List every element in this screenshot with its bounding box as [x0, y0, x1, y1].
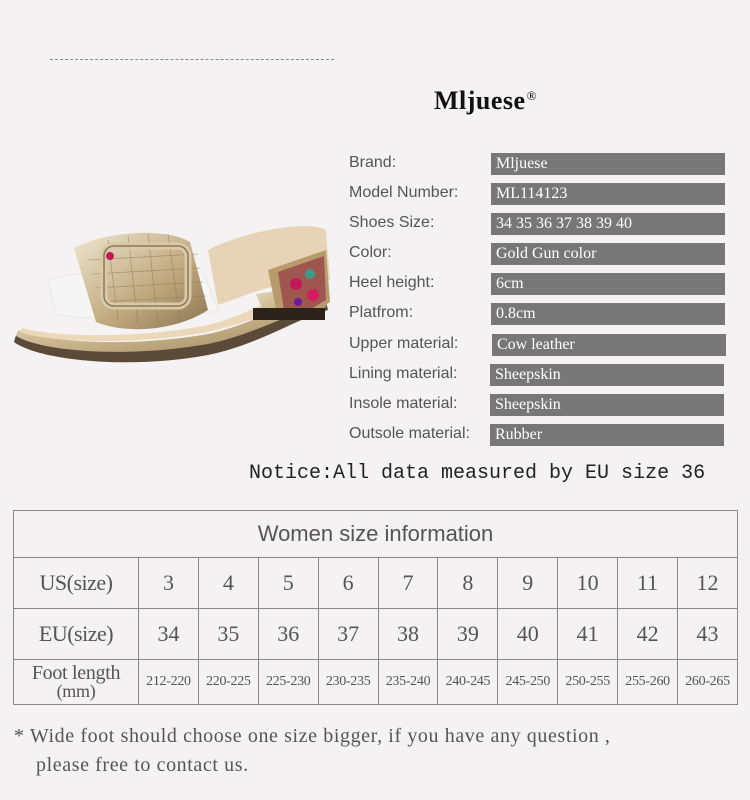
eu-size-cell: 37	[318, 609, 378, 660]
us-size-cell: 11	[618, 558, 678, 609]
spec-value: Cow leather	[492, 334, 726, 356]
eu-size-cell: 36	[258, 609, 318, 660]
spec-label: Shoes Size:	[349, 214, 435, 231]
notice-text: Notice:All data measured by EU size 36	[249, 462, 706, 485]
eu-size-cell: 34	[139, 609, 199, 660]
eu-size-cell: 39	[438, 609, 498, 660]
size-chart-title-row	[14, 511, 738, 558]
size-chart-title: Women size information	[14, 511, 738, 558]
spec-row-insole-material	[349, 393, 729, 417]
spec-value: Mljuese	[491, 153, 725, 175]
foot-length-cell: 212-220	[139, 660, 199, 705]
spec-label: Upper material:	[349, 335, 459, 352]
us-size-cell: 4	[198, 558, 258, 609]
spec-row-shoes-size	[349, 212, 729, 236]
spec-label: Insole material:	[349, 395, 458, 412]
spec-row-upper-material	[349, 333, 729, 357]
spec-row-lining-material	[349, 363, 729, 387]
eu-size-cell: 35	[198, 609, 258, 660]
spec-value: 34 35 36 37 38 39 40	[491, 213, 725, 235]
spec-row-brand	[349, 152, 729, 176]
us-size-cell: 7	[378, 558, 438, 609]
spec-value: 6cm	[491, 273, 725, 295]
eu-size-cell: 40	[498, 609, 558, 660]
spec-row-model-number	[349, 182, 729, 206]
size-chart-table	[13, 510, 738, 705]
spec-value: ML114123	[491, 183, 725, 205]
us-size-cell: 12	[678, 558, 738, 609]
eu-size-row	[14, 609, 738, 660]
brand-logo-name: Mljuese	[434, 86, 526, 115]
spec-value: Rubber	[490, 424, 724, 446]
foot-length-cell: 260-265	[678, 660, 738, 705]
us-size-row	[14, 558, 738, 609]
foot-length-header	[14, 660, 139, 705]
us-size-header: US(size)	[14, 558, 139, 609]
foot-length-row	[14, 660, 738, 705]
spec-value: Sheepskin	[490, 364, 724, 386]
spec-label: Platfrom:	[349, 304, 414, 321]
spec-row-platform	[349, 302, 729, 326]
foot-length-cell: 245-250	[498, 660, 558, 705]
us-size-cell: 8	[438, 558, 498, 609]
footnote	[14, 722, 744, 780]
product-image-sandal	[8, 210, 338, 370]
foot-length-cell: 240-245	[438, 660, 498, 705]
spec-value: Sheepskin	[490, 394, 724, 416]
spec-row-heel-height	[349, 272, 729, 296]
foot-length-cell: 235-240	[378, 660, 438, 705]
foot-length-unit: (mm)	[56, 681, 96, 701]
brand-logo	[434, 86, 537, 116]
spec-label: Brand:	[349, 154, 397, 171]
us-size-cell: 9	[498, 558, 558, 609]
spec-value: Gold Gun color	[491, 243, 725, 265]
eu-size-cell: 42	[618, 609, 678, 660]
registered-mark: ®	[526, 88, 537, 103]
us-size-cell: 10	[558, 558, 618, 609]
spec-label: Lining material:	[349, 365, 458, 382]
eu-size-cell: 43	[678, 609, 738, 660]
us-size-cell: 6	[318, 558, 378, 609]
eu-size-header: EU(size)	[14, 609, 139, 660]
us-size-cell: 3	[139, 558, 199, 609]
eu-size-cell: 41	[558, 609, 618, 660]
spec-label: Color:	[349, 244, 392, 261]
us-size-cell: 5	[258, 558, 318, 609]
spec-row-outsole-material	[349, 423, 729, 447]
decorative-dashed-line	[50, 59, 334, 60]
foot-length-cell: 230-235	[318, 660, 378, 705]
foot-length-cell: 250-255	[558, 660, 618, 705]
foot-length-cell: 225-230	[258, 660, 318, 705]
spec-label: Heel height:	[349, 274, 435, 291]
foot-length-cell: 255-260	[618, 660, 678, 705]
spec-label: Outsole material:	[349, 425, 470, 442]
spec-value: 0.8cm	[491, 303, 725, 325]
spec-label: Model Number:	[349, 184, 459, 201]
spec-row-color	[349, 242, 729, 266]
footnote-line-1: * Wide foot should choose one size bigger, if you have any question ,	[14, 725, 611, 747]
eu-size-cell: 38	[378, 609, 438, 660]
footnote-line-2: please free to contact us.	[36, 754, 249, 776]
foot-length-cell: 220-225	[198, 660, 258, 705]
foot-length-label: Foot length	[31, 662, 121, 684]
